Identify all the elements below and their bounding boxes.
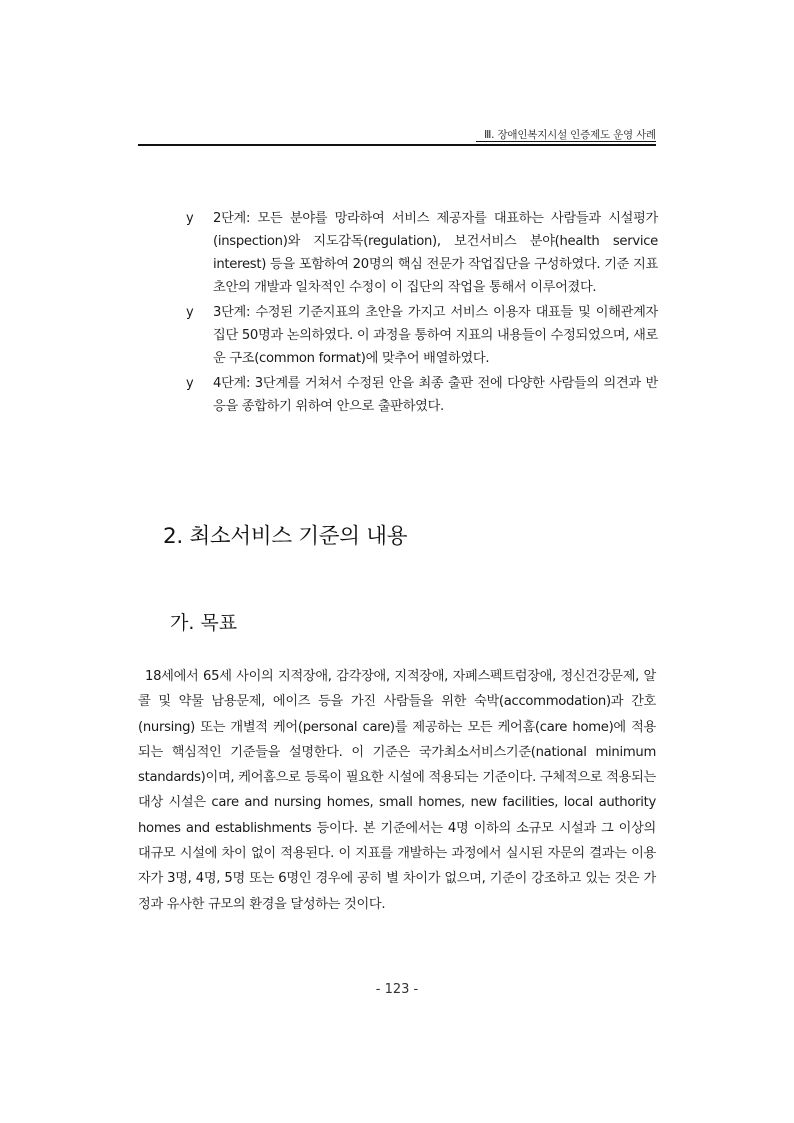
bullet-text: 3단계: 수정된 기준지표의 초안을 가지고 서비스 이용자 대표들 및 이해관계자 집단 50명과 논의하였다. 이 과정을 통하여 지표의 내용들이 수정되었으며, 새로운 구조(common format)에 맞추어 배열하였다.: [213, 305, 658, 366]
header-rule-thin: [476, 141, 656, 142]
bullet-item-stage-3: [186, 301, 658, 370]
bullet-text: 2단계: 모든 분야를 망라하여 서비스 제공자를 대표하는 사람들과 시설평가(inspection)와 지도감독(regulation), 보건서비스 분야(health service interest) 등을 포함하여 20명의 핵심 전문가 작업집단을 구성하였다. 기준 지표 초안의 개발과 일차적인 수정이 이 집단의 작업을 통해서 이루어졌다.: [213, 211, 658, 295]
header-rule-thick: [138, 144, 656, 146]
bullet-marker: y: [186, 376, 194, 391]
bullet-marker: y: [186, 305, 194, 320]
body-paragraph: 18세에서 65세 사이의 지적장애, 감각장애, 지적장애, 자폐스펙트럼장애, 정신건강문제, 알콜 및 약물 남용문제, 에이즈 등을 가진 사람들을 위한 숙박(accommodation)과 간호(nursing) 또는 개별적 케어(personal care)를 제공하는 모든 케어홈(care home)에 적용되는 핵심적인 기준들을 설명한다. 이 기준은 국가최소서비스기준(national minimum standards)이며, 케어홈으로 등록이 필요한 시설에 적용되는 기준이다. 구체적으로 적용되는 대상 시설은 care and nursing homes, small homes, new facilities, local authority homes and establishments 등이다. 본 기준에서는 4명 이하의 소규모 시설과 그 이상의 대규모 시설에 차이 없이 적용된다. 이 지표를 개발하는 과정에서 실시된 자문의 결과는 이용자가 3명, 4명, 5명 또는 6명인 경우에 공히 별 차이가 없으며, 기준이 강조하고 있는 것은 가정과 유사한 규모의 환경을 달성하는 것이다.: [138, 669, 656, 912]
bullet-item-stage-4: [186, 372, 658, 418]
bullet-marker: y: [186, 211, 194, 226]
subsection-heading: 가. 목표: [170, 612, 238, 634]
bullet-text: 4단계: 3단계를 거쳐서 수정된 안을 최종 출판 전에 다양한 사람들의 의견과 반응을 종합하기 위하여 안으로 출판하였다.: [213, 376, 658, 414]
page-number: - 123 -: [375, 982, 419, 997]
section-heading: 2. 최소서비스 기준의 내용: [163, 524, 408, 549]
bullet-list: [186, 207, 658, 420]
running-header-title: Ⅲ. 장애인복지시설 인증제도 운영 사례: [484, 129, 656, 141]
running-header: [138, 127, 656, 149]
bullet-item-stage-2: [186, 207, 658, 299]
